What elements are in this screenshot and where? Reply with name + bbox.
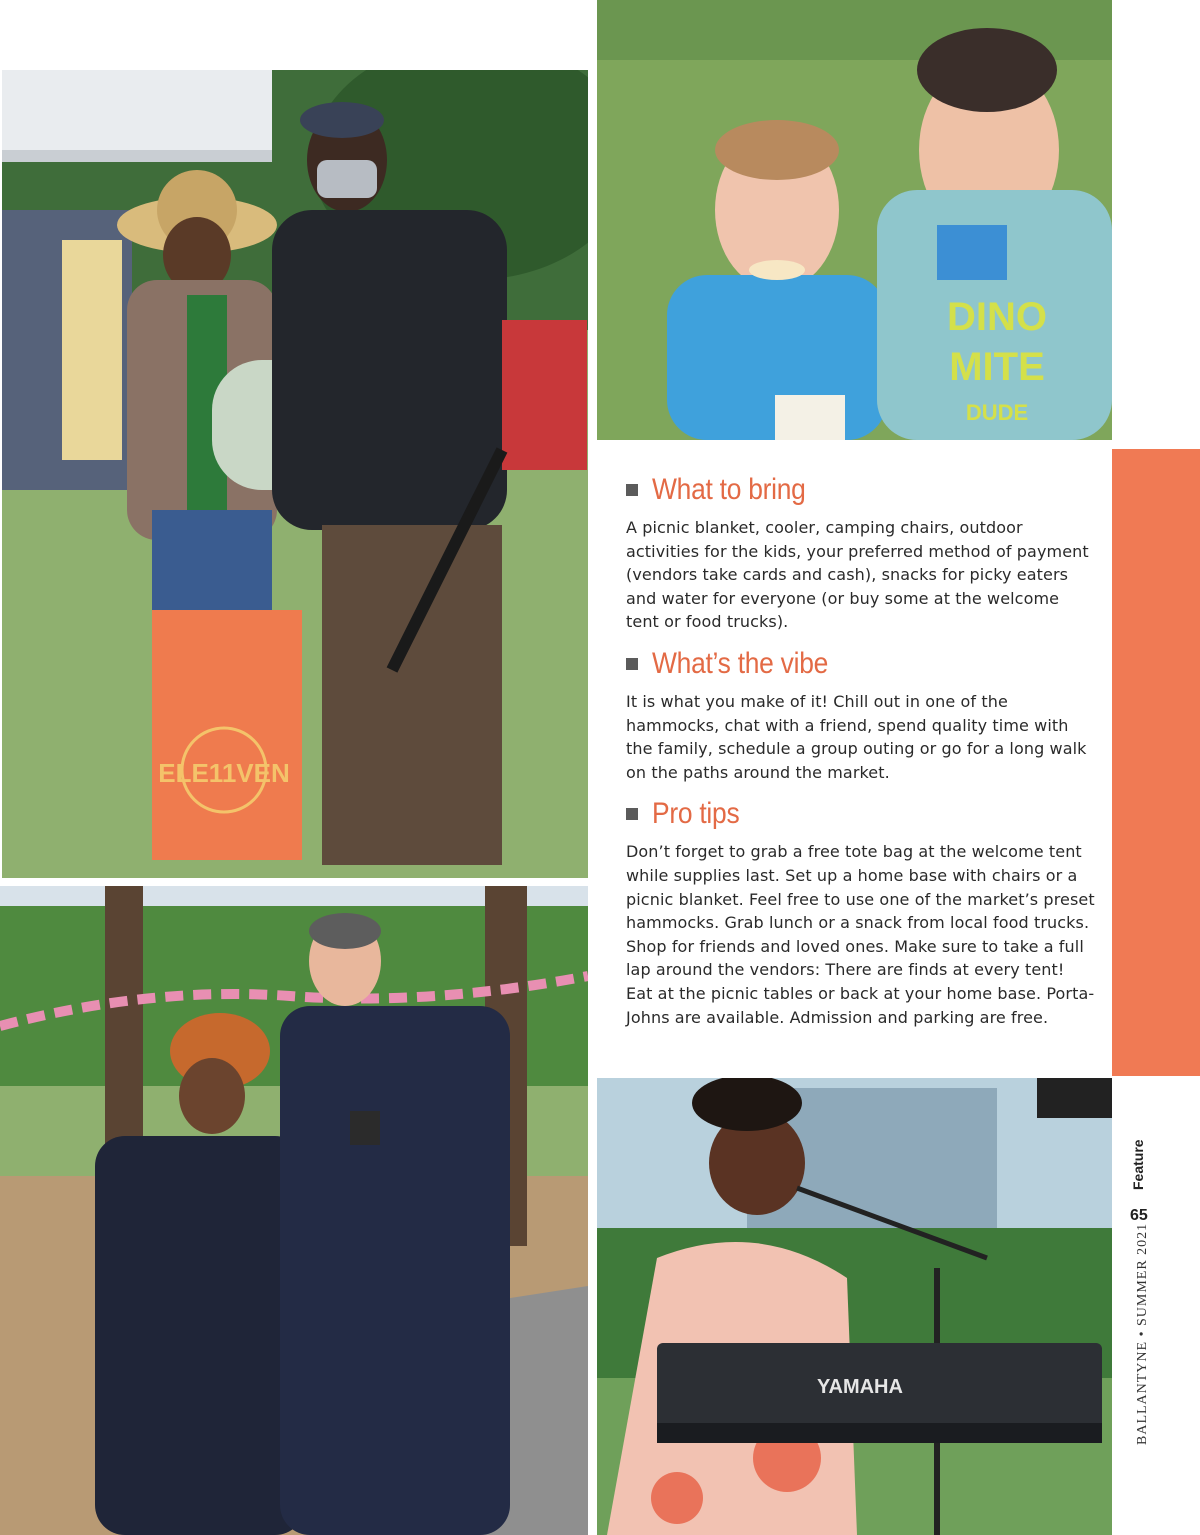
section-body: Don’t forget to grab a free tote bag at the welcome tent while supplies last. Set up a home base with chairs or a picnic blanket. Feel free to use one of the market’s preset hammocks. Grab lunch or a snack from local food trucks. Shop for friends and loved ones. Make sure to take a full lap around the vendors: There are finds at every tent! Eat at the picnic tables or back at your home base. Porta-Johns are available. Admission and parking are free. xyxy=(626,842,1095,1027)
shirt-text-mite: MITE xyxy=(949,345,1045,389)
tote-bag-logo: ELE11VEN xyxy=(158,758,290,788)
photo-kids-ice-cream xyxy=(597,0,1112,440)
section-what-to-bring xyxy=(626,470,1096,634)
photo-police-officers xyxy=(0,886,588,1535)
section-title: Pro tips xyxy=(652,797,740,831)
section-heading xyxy=(626,470,1096,510)
folio-magazine-issue: BALLANTYNE • SUMMER 2021 xyxy=(1135,1222,1150,1445)
section-body: A picnic blanket, cooler, camping chairs, outdoor activities for the kids, your preferred method of payment (vendors take cards and cash), snacks for picky eaters and water for everyone (or buy some at the welcome tent or food trucks). xyxy=(626,518,1089,632)
accent-bar xyxy=(1112,449,1200,1076)
folio-section-label: Feature xyxy=(1130,1139,1146,1190)
square-bullet-icon xyxy=(626,658,638,670)
section-body: It is what you make of it! Chill out in one of the hammocks, chat with a friend, spend quality time with the family, schedule a group outing or go for a long walk on the paths around the market. xyxy=(626,691,1087,782)
square-bullet-icon xyxy=(626,484,638,496)
keyboard-brand: YAMAHA xyxy=(817,1376,903,1398)
section-heading xyxy=(626,644,1096,684)
shirt-text-dude: DUDE xyxy=(965,400,1029,425)
section-title: What’s the vibe xyxy=(652,646,829,680)
section-heading xyxy=(626,794,1096,834)
section-pro-tips xyxy=(626,794,1096,1029)
photo-singer-keyboard xyxy=(597,1078,1112,1535)
folio-page-number: 65 xyxy=(1130,1207,1148,1224)
section-whats-the-vibe xyxy=(626,644,1096,784)
photo-couple-with-tote xyxy=(2,70,588,878)
section-title: What to bring xyxy=(652,473,806,506)
square-bullet-icon xyxy=(626,808,638,820)
shirt-text-dino: DINO xyxy=(947,295,1047,339)
article-text-column xyxy=(626,470,1096,1029)
